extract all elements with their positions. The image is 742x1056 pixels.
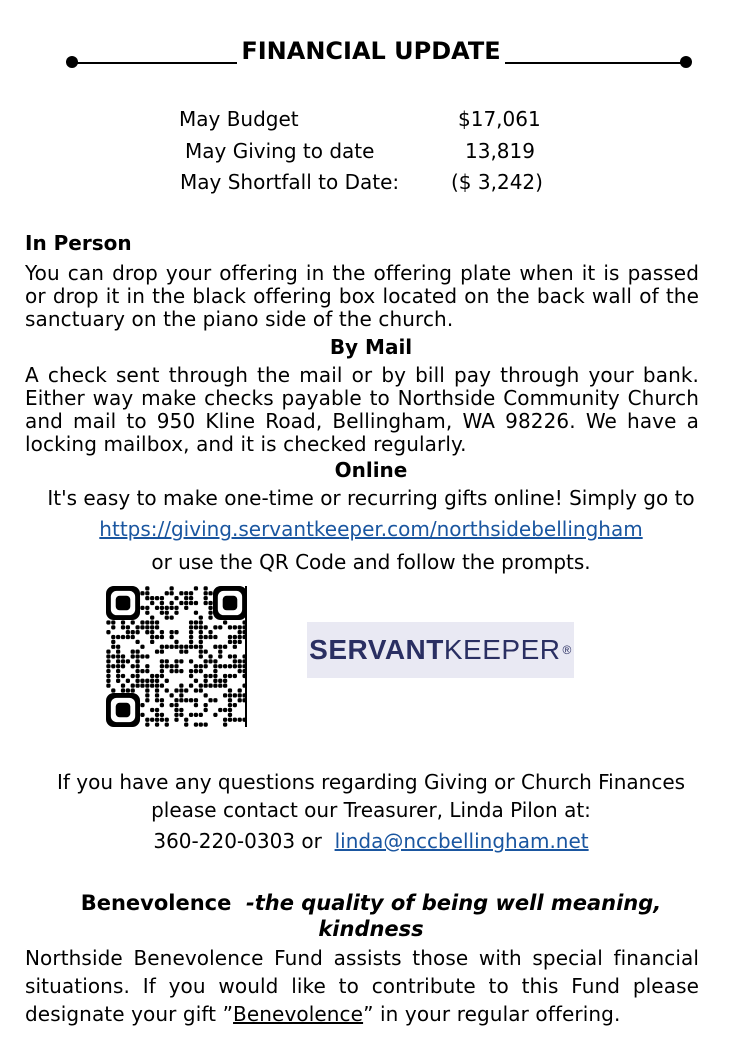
benevolence-text-b: ” in your regular offering. [363, 1002, 621, 1026]
contact-line-1: If you have any questions regarding Giving or Church Finances [56, 770, 686, 794]
finance-label-giving: May Giving to date [185, 139, 375, 163]
qr-code [106, 586, 247, 727]
online-link-wrap [0, 517, 742, 541]
benevolence-heading: Benevolence [80, 891, 232, 915]
finance-value-budget: $17,061 [458, 107, 541, 131]
benevolence-text-a: Northside Benevolence Fund assists those with special financial situations. If you would like to contribute to this Fund please designate your gift ” [25, 946, 699, 1026]
page-title-text: FINANCIAL UPDATE [237, 37, 504, 65]
benevolence-heading-line [0, 891, 742, 915]
page-title [0, 36, 742, 66]
contact-phone: 360-220-0303 or [153, 829, 322, 853]
logo-strong: SERVANT [309, 634, 444, 665]
by-mail-heading: By Mail [329, 335, 413, 359]
online-intro: It's easy to make one-time or recurring gifts online! Simply go to [47, 486, 695, 510]
online-outro: or use the QR Code and follow the prompts. [151, 550, 591, 574]
in-person-heading: In Person [25, 231, 132, 255]
contact-line-3 [0, 829, 742, 853]
in-person-text: You can drop your offering in the offering plate when it is passed or drop it in the black offering box located on the back wall of the sanctuary on the piano side of the church. [25, 261, 699, 331]
finance-value-shortfall: ($ 3,242) [451, 170, 543, 194]
finance-label-shortfall: May Shortfall to Date: [180, 170, 400, 194]
finance-value-giving: 13,819 [465, 139, 535, 163]
contact-line-2: please contact our Treasurer, Linda Pilon at: [151, 798, 591, 822]
logo-light: KEEPER [443, 634, 561, 665]
contact-email-link[interactable]: linda@nccbellingham.net [334, 829, 589, 853]
servantkeeper-logo [307, 622, 574, 678]
giving-link[interactable]: https://giving.servantkeeper.com/northsidebellingham [99, 517, 643, 541]
by-mail-text: A check sent through the mail or by bill pay through your bank. Either way make checks payable to Northside Community Church and mail to 950 Kline Road, Bellingham, WA 98226. We have a locking mailbox, and it is checked regularly. [25, 363, 699, 456]
benevolence-text-highlight: Benevolence [233, 1002, 364, 1026]
benevolence-tagline: -the quality of being well meaning, [246, 891, 662, 915]
logo-mark: ® [562, 643, 572, 657]
benevolence-text [25, 944, 699, 1028]
benevolence-tagline-2: kindness [318, 917, 424, 941]
online-heading: Online [334, 458, 408, 482]
qr-code-image [106, 586, 247, 727]
finance-label-budget: May Budget [179, 107, 299, 131]
